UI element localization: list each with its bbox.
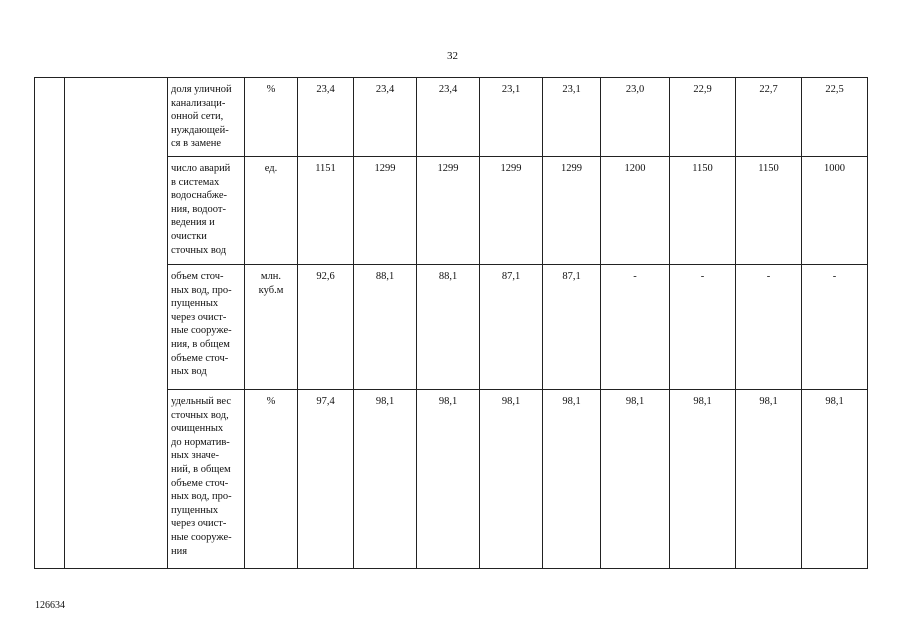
value-cell: 98,1 [543, 390, 601, 569]
value-cell: 98,1 [601, 390, 670, 569]
unit-cell: ед. [245, 157, 298, 265]
indicator-line: удельный вес [171, 396, 232, 407]
indicator-line: ся в замене [171, 138, 222, 150]
unit-cell: млн. куб.м [245, 265, 298, 390]
value-cell: 87,1 [543, 265, 601, 390]
page-number: 32 [447, 50, 458, 62]
indicator-line: доля уличной [171, 84, 232, 95]
value-cell: 1000 [802, 157, 868, 265]
indicator-line: в системах [171, 176, 220, 188]
indicator-cell [168, 157, 245, 265]
value-cell: 23,1 [480, 78, 543, 157]
value-cell: 1150 [736, 157, 802, 265]
value-cell: 98,1 [802, 390, 868, 569]
indicator-cell [168, 78, 245, 157]
value-cell: 1150 [670, 157, 736, 265]
value-cell: 1299 [543, 157, 601, 265]
value-cell: 1299 [354, 157, 417, 265]
indicator-line: онной сети, [171, 111, 224, 123]
value-cell: 98,1 [670, 390, 736, 569]
merged-empty-cell [65, 78, 168, 569]
value-cell: 22,5 [802, 78, 868, 157]
value-cell: 88,1 [354, 265, 417, 390]
indicator-cell [168, 265, 245, 390]
indicator-line: канализаци- [171, 97, 226, 109]
indicator-line: ния [171, 545, 188, 557]
value-cell: - [670, 265, 736, 390]
value-cell: 1299 [417, 157, 480, 265]
value-cell: 23,4 [298, 78, 354, 157]
value-cell: 23,4 [417, 78, 480, 157]
value-cell: 98,1 [480, 390, 543, 569]
indicator-line: объем сточ- [171, 271, 224, 282]
indicator-line: водоснабже- [171, 190, 227, 202]
indicator-line: пущенных [171, 504, 219, 516]
indicator-line: ных значе- [171, 450, 219, 462]
indicator-line: ных вод [171, 366, 207, 378]
indicator-line: до норматив- [171, 436, 230, 448]
value-cell: 1299 [480, 157, 543, 265]
document-code: 126634 [35, 600, 65, 611]
indicator-cell [168, 390, 245, 569]
unit-cell: % [245, 78, 298, 157]
value-cell: 23,1 [543, 78, 601, 157]
value-cell: 97,4 [298, 390, 354, 569]
value-cell: 1151 [298, 157, 354, 265]
indicator-line: очищенных [171, 423, 224, 435]
indicator-line: ния, водоот- [171, 203, 226, 215]
value-cell: 87,1 [480, 265, 543, 390]
indicator-line: ных вод, про- [171, 284, 232, 296]
indicator-line: через очист- [171, 518, 227, 530]
value-cell: 98,1 [417, 390, 480, 569]
unit-cell: % [245, 390, 298, 569]
indicator-line: ний, в общем [171, 463, 231, 475]
value-cell: 1200 [601, 157, 670, 265]
indicator-line: через очист- [171, 311, 227, 323]
indicator-line: ведения и [171, 217, 215, 229]
indicators-table [34, 77, 868, 569]
indicator-line: ния, в общем [171, 338, 230, 350]
value-cell: 22,7 [736, 78, 802, 157]
value-cell: 23,4 [354, 78, 417, 157]
value-cell: - [601, 265, 670, 390]
indicator-line: очистки [171, 230, 207, 242]
value-cell: 92,6 [298, 265, 354, 390]
indicator-line: объеме сточ- [171, 352, 229, 364]
value-cell: 22,9 [670, 78, 736, 157]
merged-empty-cell [35, 78, 65, 569]
indicator-line: ных вод, про- [171, 491, 232, 503]
indicator-line: ные сооруже- [171, 325, 232, 337]
value-cell: 98,1 [354, 390, 417, 569]
value-cell: - [802, 265, 868, 390]
value-cell: 98,1 [736, 390, 802, 569]
indicator-line: ные сооруже- [171, 531, 232, 543]
indicator-line: сточных вод, [171, 409, 229, 421]
indicator-line: нуждающей- [171, 124, 229, 136]
indicator-line: объеме сточ- [171, 477, 229, 489]
value-cell: 23,0 [601, 78, 670, 157]
table-row [35, 78, 868, 157]
indicator-line: число аварий [171, 163, 231, 174]
indicator-line: сточных вод [171, 244, 227, 256]
value-cell: 88,1 [417, 265, 480, 390]
indicator-line: пущенных [171, 298, 219, 310]
value-cell: - [736, 265, 802, 390]
